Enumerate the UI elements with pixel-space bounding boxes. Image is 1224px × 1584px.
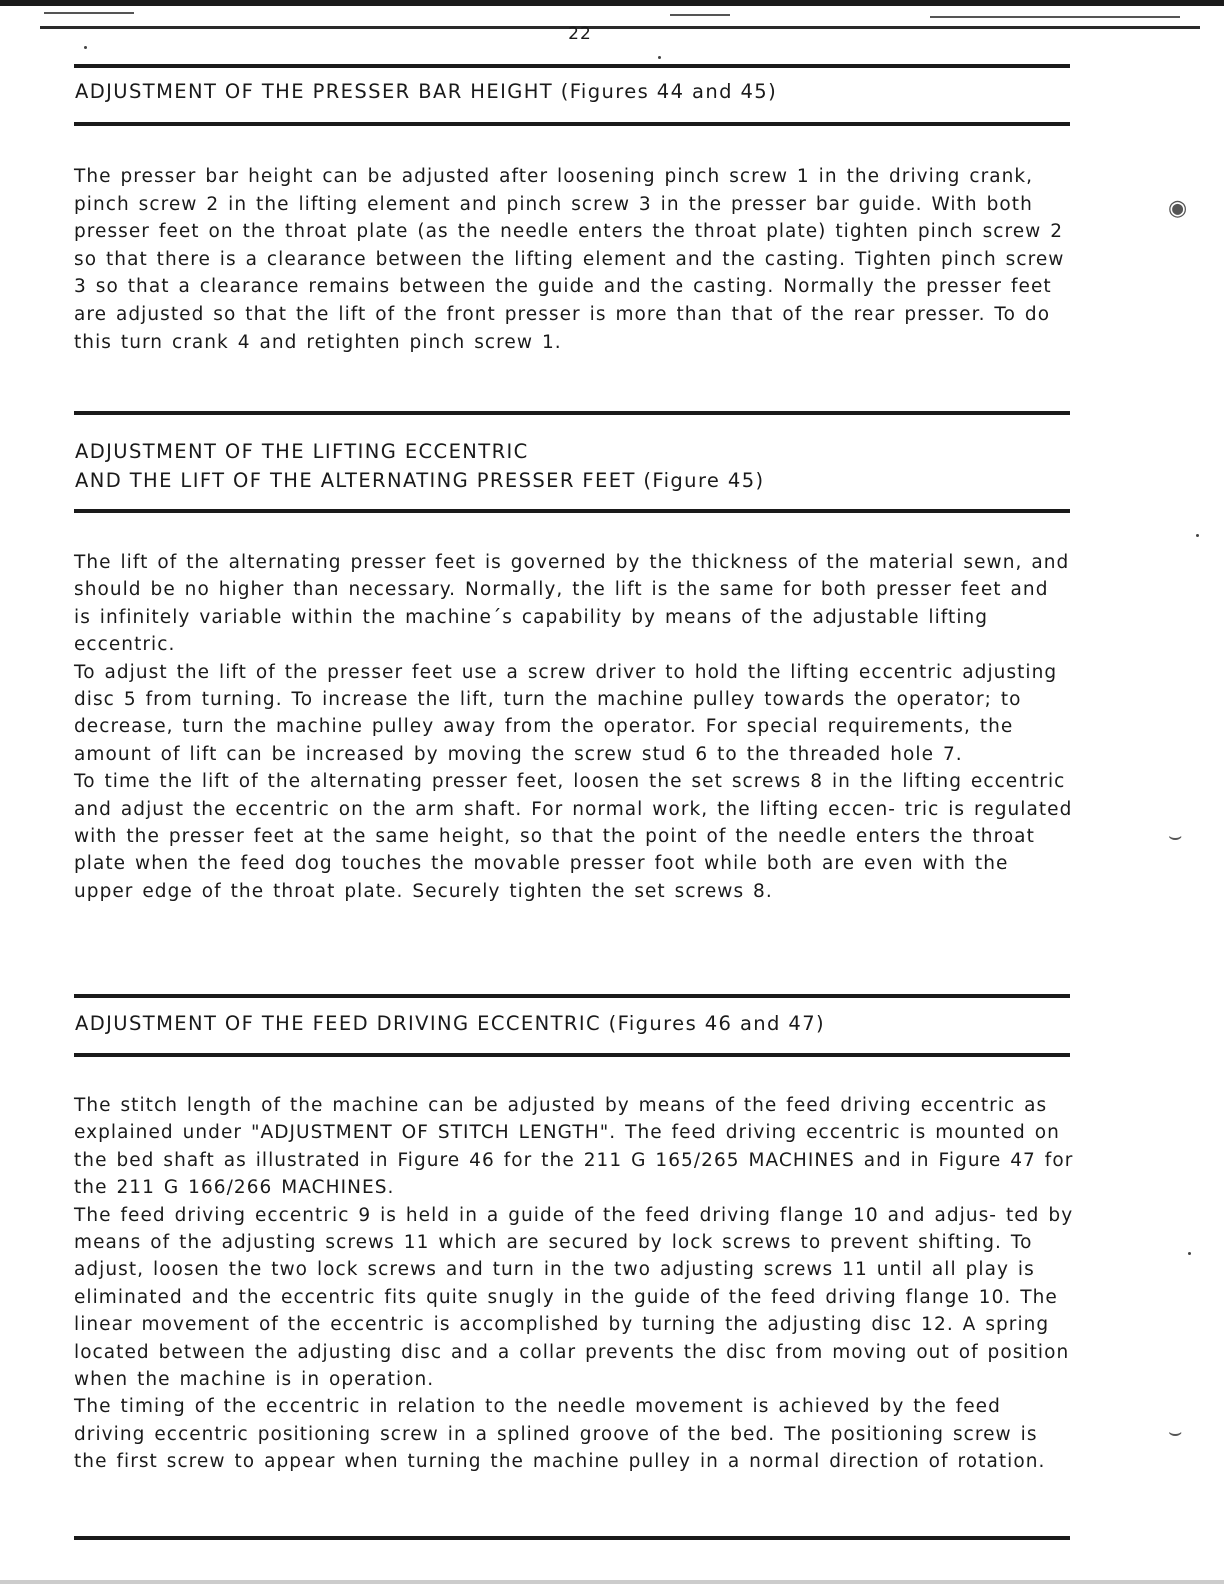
paragraph: To adjust the lift of the presser feet use a screw driver to hold the lifting eccentric adjusting disc 5 from turning. To increase the lift, turn the machine pulley towards the operator; to decrease, turn the machine pulley away from the operator. For special requirements, the amount of lift can be increased by moving the screw stud 6 to the threaded hole 7.	[74, 661, 1058, 765]
top-border	[0, 0, 1224, 6]
paragraph: The presser bar height can be adjusted after loosening pinch screw 1 in the driving crank, pinch screw 2 in the lifting element and pinch screw 3 in the presser bar guide. With both presser feet on the throat plate (as the needle enters the throat plate) tighten pinch screw 2 so that there is a clearance between the lifting element and the casting. Tighten pinch screw 3 so that a clearance remains between the guide and the casting. Normally the presser feet are adjusted so that the lift of the front presser is more than that of the rear presser. To do this turn crank 4 and retighten pinch screw 1.	[74, 166, 1065, 353]
scan-dot	[84, 46, 87, 49]
section-rule	[74, 994, 1070, 998]
section-heading-lifting-eccentric-line1: ADJUSTMENT OF THE LIFTING ECCENTRIC	[75, 440, 529, 463]
header-rule	[40, 26, 1200, 29]
paragraph: To time the lift of the alternating presser feet, loosen the set screws 8 in the lifting eccentric and adjust the eccentric on the arm shaft. For normal work, the lifting eccen- tric is regulated with the presser feet at the same height, so that the point of the needle enters the throat plate when the feed dog touches the movable presser foot while both are even with the upper edge of the throat plate. Securely tighten the set screws 8.	[74, 771, 1073, 902]
paragraph: The lift of the alternating presser feet is governed by the thickness of the material sewn, and should be no higher than necessary. Normally, the lift is the same for both presser feet and is infinitely variable within the machine´s capability by means of the adjustable lifting eccentric.	[74, 552, 1070, 656]
section-rule	[74, 509, 1070, 513]
section-rule	[74, 411, 1070, 415]
section-rule	[74, 1053, 1070, 1057]
scan-dot	[1188, 1252, 1191, 1255]
scan-dot	[1196, 534, 1199, 537]
section-body-presser-bar	[74, 163, 1074, 356]
punch-hole-mark: ◉	[1168, 196, 1188, 221]
section-heading-lifting-eccentric-line2: AND THE LIFT OF THE ALTERNATING PRESSER FEET (Figure 45)	[75, 469, 765, 492]
paragraph: The feed driving eccentric 9 is held in a guide of the feed driving flange 10 and adjus- ted by means of the adjusting screws 11 which are secured by lock screws to prevent shifting. To adjust, loosen the two lock screws and turn in the two adjusting screws 11 until all play is eliminated and the eccentric fits quite snugly in the guide of the feed driving flange 10. The linear movement of the eccentric is accomplished by turning the adjusting disc 12. A spring located between the adjusting disc and a collar prevents the disc from moving out of position when the machine is in operation.	[74, 1204, 1074, 1391]
paragraph: The timing of the eccentric in relation to the needle movement is achieved by the feed driving eccentric positioning screw in a splined groove of the bed. The positioning screw is the first screw to appear when turning the machine pulley in a normal direction of rotation.	[74, 1396, 1046, 1473]
scan-artifact	[44, 12, 134, 14]
section-heading-presser-bar: ADJUSTMENT OF THE PRESSER BAR HEIGHT (Figures 44 and 45)	[75, 80, 778, 103]
scan-artifact	[930, 16, 1180, 18]
section-body-lifting-eccentric	[74, 549, 1074, 905]
section-heading-feed-driving: ADJUSTMENT OF THE FEED DRIVING ECCENTRIC (Figures 46 and 47)	[75, 1012, 826, 1035]
section-rule	[74, 122, 1070, 126]
bottom-border	[0, 1580, 1224, 1584]
paragraph: The stitch length of the machine can be adjusted by means of the feed driving eccentric as explained under "ADJUSTMENT OF STITCH LENGTH". The feed driving eccentric is mounted on the bed shaft as illustrated in Figure 46 for the 211 G 165/265 MACHINES and in Figure 47 for the 211 G 166/266 MACHINES.	[74, 1095, 1074, 1199]
punch-hole-mark: ⌣	[1168, 824, 1183, 849]
section-rule	[74, 64, 1070, 68]
scan-artifact	[670, 14, 730, 16]
section-rule	[74, 1536, 1070, 1540]
page-number: 22	[568, 24, 592, 44]
punch-hole-mark: ⌣	[1168, 1420, 1183, 1445]
scan-dot	[658, 56, 661, 59]
section-body-feed-driving	[74, 1092, 1074, 1476]
